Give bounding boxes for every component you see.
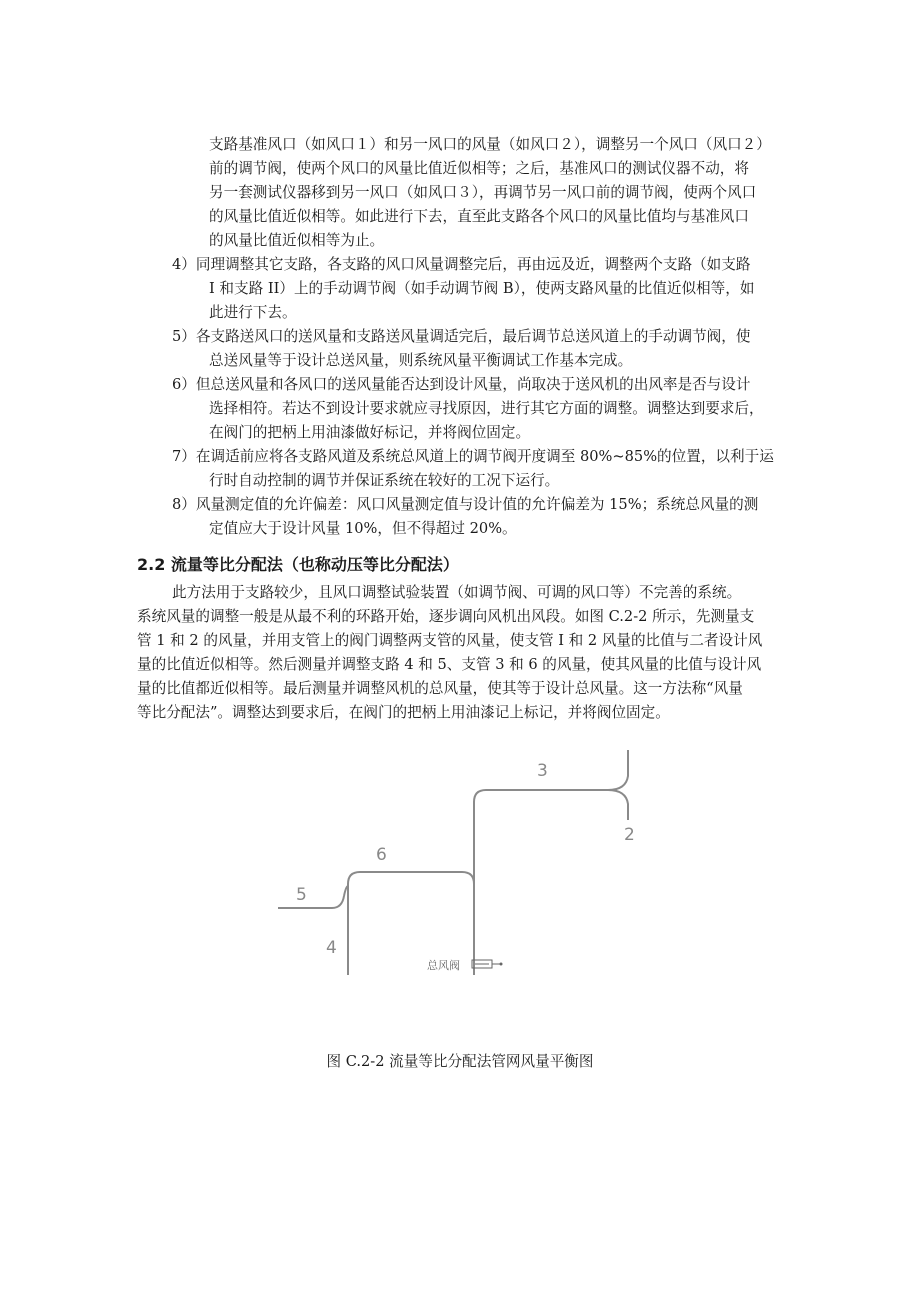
pipe-branch-4	[344, 886, 348, 975]
item7-line-1: 7）在调适前应将各支路风道及系统总风道上的调节阀开度调至 80%~85%的位置，以利于运	[172, 448, 774, 465]
label-branch-4: 4	[326, 938, 337, 958]
item5-line-1: 5）各支路送风口的送风量和支路送风量调适完后，最后调节总送风道上的手动调节阀，使	[172, 328, 751, 345]
item3-line-5: 的风量比值近似相等为止。	[209, 232, 385, 249]
item3-line-1: 支路基准风口（如风口１）和另一风口的风量（如风口２），调整另一个风口（风口２）	[209, 136, 771, 153]
item3-line-4: 的风量比值近似相等。如此进行下去，直至此支路各个风口的风量比值均与基准风口	[209, 208, 749, 225]
item8-line-2: 定值应大于设计风量 10%，但不得超过 20%。	[209, 520, 517, 537]
item7-line-2: 行时自动控制的调节并保证系统在较好的工况下运行。	[209, 472, 560, 489]
item8-line-1: 8）风量测定值的允许偏差：风口风量测定值与设计值的允许偏差为 15%；系统总风量的测	[172, 496, 759, 513]
label-branch-2: 2	[624, 825, 635, 845]
para-line-1: 此方法用于支路较少，且风口调整试验装置（如调节阀、可调的风口等）不完善的系统。	[172, 584, 742, 601]
item6-line-1: 6）但总送风量和各风口的送风量能否达到设计风量，尚取决于送风机的出风率是否与设计	[172, 376, 751, 393]
duct-network-diagram	[270, 750, 670, 990]
item3-line-3: 另一套测试仪器移到另一风口（如风口３），再调节另一风口前的调节阀，使两个风口	[209, 184, 757, 201]
item4-line-2: I 和支路 II）上的手动调节阀（如手动调节阀 B），使两支路风量的比值近似相等，如	[209, 280, 755, 297]
pipe-branch-3	[474, 750, 628, 884]
main-valve-label: 总风阀	[427, 959, 460, 972]
pipe-branch-5	[278, 896, 344, 908]
para-line-6: 等比分配法”。调整达到要求后，在阀门的把柄上用油漆记上标记，并将阀位固定。	[137, 704, 670, 721]
para-line-2: 系统风量的调整一般是从最不利的环路开始，逐步调向风机出风段。如图 C.2-2 所示，先测量支	[137, 608, 755, 625]
item3-line-2: 前的调节阀，使两个风口的风量比值近似相等；之后，基准风口的测试仪器不动，将	[209, 160, 749, 177]
figure-caption: 图 C.2-2 流量等比分配法管网风量平衡图	[326, 1053, 594, 1070]
para-line-3: 管 1 和 2 的风量，并用支管上的阀门调整两支管的风量，使支管 I 和 2 风量的比值与二者设计风	[137, 632, 763, 649]
item4-line-3: 此进行下去。	[209, 304, 297, 321]
item4-line-1: 4）同理调整其它支路，各支路的风口风量调整完后，再由远及近，调整两个支路（如支路	[172, 256, 751, 273]
item6-line-3: 在阀门的把柄上用油漆做好标记，并将阀位固定。	[209, 424, 531, 441]
para-line-5: 量的比值都近似相等。最后测量并调整风机的总风量，使其等于设计总风量。这一方法称“风量	[137, 680, 743, 697]
label-branch-3: 3	[537, 761, 548, 781]
item5-line-2: 总送风量等于设计总送风量，则系统风量平衡调试工作基本完成。	[209, 352, 633, 369]
label-branch-5: 5	[296, 885, 307, 905]
pipe-branch-2	[608, 790, 628, 820]
para-line-4: 量的比值近似相等。然后测量并调整支路 4 和 5、支管 3 和 6 的风量，使其风量的比值与设计风	[137, 656, 762, 673]
item6-line-2: 选择相符。若达不到设计要求就应寻找原因，进行其它方面的调整。调整达到要求后，	[209, 400, 764, 417]
section-heading: 2.2 流量等比分配法（也称动压等比分配法）	[137, 555, 459, 574]
label-branch-6: 6	[376, 845, 387, 865]
